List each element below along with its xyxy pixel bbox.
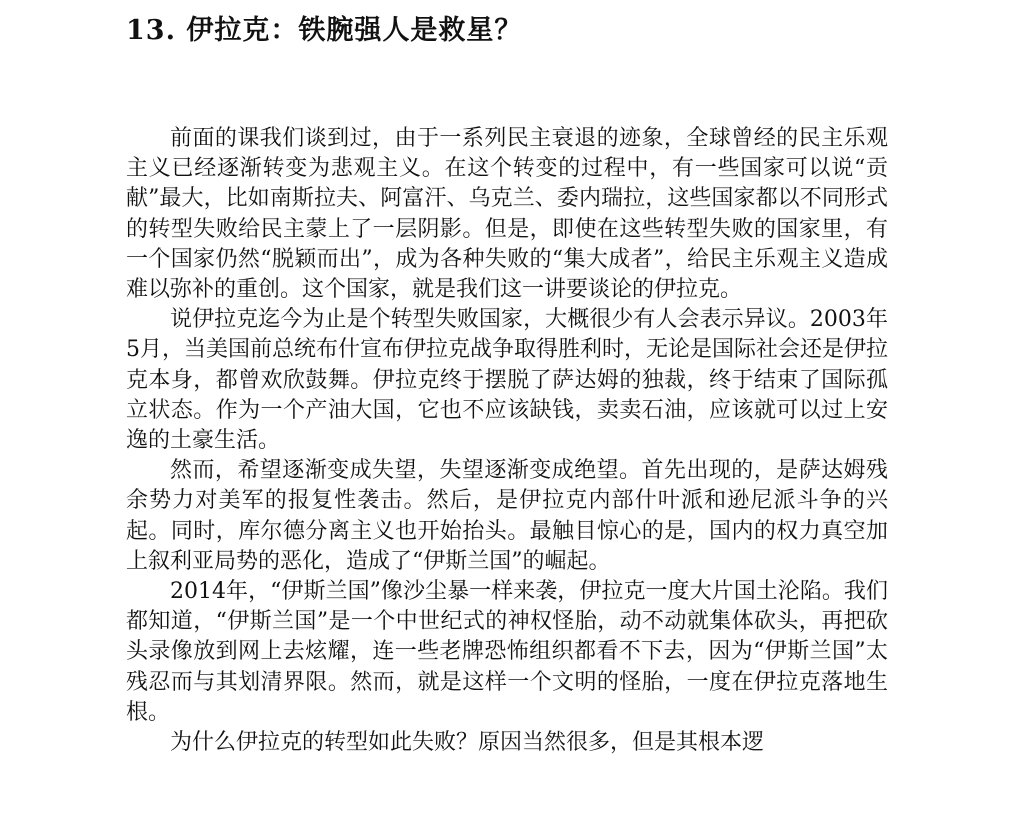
paragraph: 为什么伊拉克的转型如此失败？原因当然很多，但是其根本逻 xyxy=(170,730,765,756)
paragraph: 2014年，“伊斯兰国”像沙尘暴一样来袭，伊拉克一度大片国土沦陷。我们都知道，“伊斯兰国”是一个中世纪式的神权怪胎，动不动就集体砍头，再把砍头录像放到网上去炫耀，连一些老牌恐怖组织都看不下去，因为“伊斯兰国”太残忍而与其划清界限。然而，就是这样一个文明的怪胎，一度在伊拉克落地生根。 xyxy=(126,579,888,725)
paragraph: 前面的课我们谈到过，由于一系列民主衰退的迹象，全球曾经的民主乐观主义已经逐渐转变为悲观主义。在这个转变的过程中，有一些国家可以说“贡献”最大，比如南斯拉夫、阿富汗、乌克兰、委内瑞拉，这些国家都以不同形式的转型失败给民主蒙上了一层阴影。但是，即使在这些转型失败的国家里，有一个国家仍然“脱颖而出”，成为各种失败的“集大成者”，给民主乐观主义造成难以弥补的重创。这个国家，就是我们这一讲要谈论的伊拉克。 xyxy=(126,126,888,303)
paragraph: 说伊拉克迄今为止是个转型失败国家，大概很少有人会表示异议。2003年5月，当美国前总统布什宣布伊拉克战争取得胜利时，无论是国际社会还是伊拉克本身，都曾欢欣鼓舞。伊拉克终于摆脱了萨达姆的独裁，终于结束了国际孤立状态。作为一个产油大国，它也不应该缺钱，卖卖石油，应该就可以过上安逸的土豪生活。 xyxy=(126,307,888,454)
article-body xyxy=(126,124,888,758)
paragraph: 然而，希望逐渐变成失望，失望逐渐变成绝望。首先出现的，是萨达姆残余势力对美军的报复性袭击。然后，是伊拉克内部什叶派和逊尼派斗争的兴起。同时，库尔德分离主义也开始抬头。最触目惊心的是，国内的权力真空加上叙利亚局势的恶化，造成了“伊斯兰国”的崛起。 xyxy=(126,458,888,574)
page-title: 13. 伊拉克：铁腕强人是救星？ xyxy=(126,15,523,46)
